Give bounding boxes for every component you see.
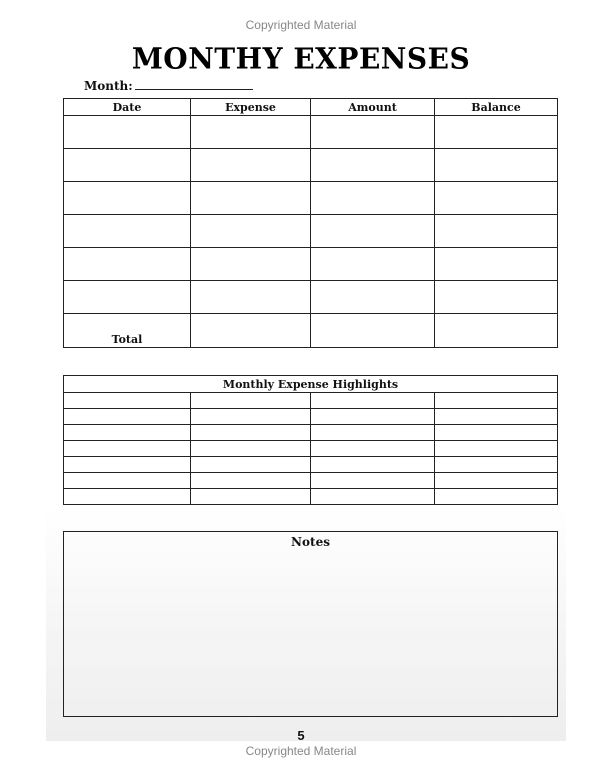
column-header-expense: Expense [191, 99, 311, 116]
cell-amount[interactable] [311, 281, 435, 314]
page-title: MONTHY EXPENSES [131, 41, 471, 76]
highlight-cell[interactable] [64, 441, 191, 457]
cell-date[interactable] [64, 116, 191, 149]
highlight-cell[interactable] [311, 393, 435, 409]
highlight-row [64, 489, 558, 505]
highlight-cell[interactable] [435, 393, 558, 409]
cell-amount[interactable] [311, 116, 435, 149]
highlight-cell[interactable] [435, 425, 558, 441]
cell-date[interactable] [64, 149, 191, 182]
column-header-amount: Amount [311, 99, 435, 116]
expense-table [63, 98, 558, 348]
cell-expense[interactable] [191, 281, 311, 314]
total-label: Total [64, 314, 191, 348]
cell-balance[interactable] [435, 281, 558, 314]
highlight-cell[interactable] [64, 457, 191, 473]
copyright-top: Copyrighted Material [245, 18, 357, 32]
total-amount-cell[interactable] [311, 314, 435, 348]
cell-expense[interactable] [191, 248, 311, 281]
highlight-cell[interactable] [311, 409, 435, 425]
cell-balance[interactable] [435, 215, 558, 248]
month-input-line[interactable] [135, 79, 253, 90]
table-row [64, 182, 558, 215]
highlight-cell[interactable] [64, 393, 191, 409]
highlight-cell[interactable] [311, 457, 435, 473]
month-field[interactable] [84, 79, 253, 93]
highlight-cell[interactable] [191, 409, 311, 425]
notes-box[interactable] [63, 531, 558, 717]
highlight-cell[interactable] [435, 409, 558, 425]
cell-amount[interactable] [311, 248, 435, 281]
highlight-cell[interactable] [191, 473, 311, 489]
cell-balance[interactable] [435, 149, 558, 182]
highlight-cell[interactable] [435, 457, 558, 473]
highlight-cell[interactable] [311, 473, 435, 489]
highlights-title: Monthly Expense Highlights [64, 376, 558, 393]
highlight-cell[interactable] [191, 393, 311, 409]
cell-date[interactable] [64, 182, 191, 215]
expense-highlights-table [63, 375, 558, 505]
table-row [64, 281, 558, 314]
notes-label: Notes [291, 535, 330, 549]
highlight-cell[interactable] [435, 489, 558, 505]
table-row [64, 149, 558, 182]
highlight-cell[interactable] [64, 489, 191, 505]
total-balance-cell[interactable] [435, 314, 558, 348]
highlight-cell[interactable] [311, 425, 435, 441]
cell-amount[interactable] [311, 215, 435, 248]
column-header-date: Date [64, 99, 191, 116]
page-number: 5 [297, 728, 305, 743]
cell-expense[interactable] [191, 182, 311, 215]
cell-date[interactable] [64, 281, 191, 314]
highlight-cell[interactable] [191, 425, 311, 441]
copyright-bottom: Copyrighted Material [245, 744, 357, 758]
month-label: Month: [84, 79, 133, 93]
highlight-row [64, 425, 558, 441]
highlight-cell[interactable] [311, 441, 435, 457]
highlight-cell[interactable] [435, 473, 558, 489]
highlight-cell[interactable] [64, 409, 191, 425]
highlight-row [64, 473, 558, 489]
total-expense-cell[interactable] [191, 314, 311, 348]
cell-amount[interactable] [311, 182, 435, 215]
cell-date[interactable] [64, 215, 191, 248]
highlight-cell[interactable] [64, 473, 191, 489]
highlight-row [64, 457, 558, 473]
highlight-cell[interactable] [191, 441, 311, 457]
cell-date[interactable] [64, 248, 191, 281]
cell-expense[interactable] [191, 215, 311, 248]
cell-expense[interactable] [191, 149, 311, 182]
cell-balance[interactable] [435, 248, 558, 281]
cell-balance[interactable] [435, 182, 558, 215]
highlight-cell[interactable] [435, 441, 558, 457]
total-row [64, 314, 558, 348]
highlight-cell[interactable] [191, 489, 311, 505]
cell-amount[interactable] [311, 149, 435, 182]
table-row [64, 215, 558, 248]
highlight-row [64, 441, 558, 457]
highlight-cell[interactable] [191, 457, 311, 473]
table-row [64, 248, 558, 281]
table-row [64, 116, 558, 149]
expense-table-header [64, 99, 558, 116]
cell-balance[interactable] [435, 116, 558, 149]
cell-expense[interactable] [191, 116, 311, 149]
highlight-cell[interactable] [64, 425, 191, 441]
highlight-row [64, 393, 558, 409]
column-header-balance: Balance [435, 99, 558, 116]
highlight-cell[interactable] [311, 489, 435, 505]
highlight-row [64, 409, 558, 425]
